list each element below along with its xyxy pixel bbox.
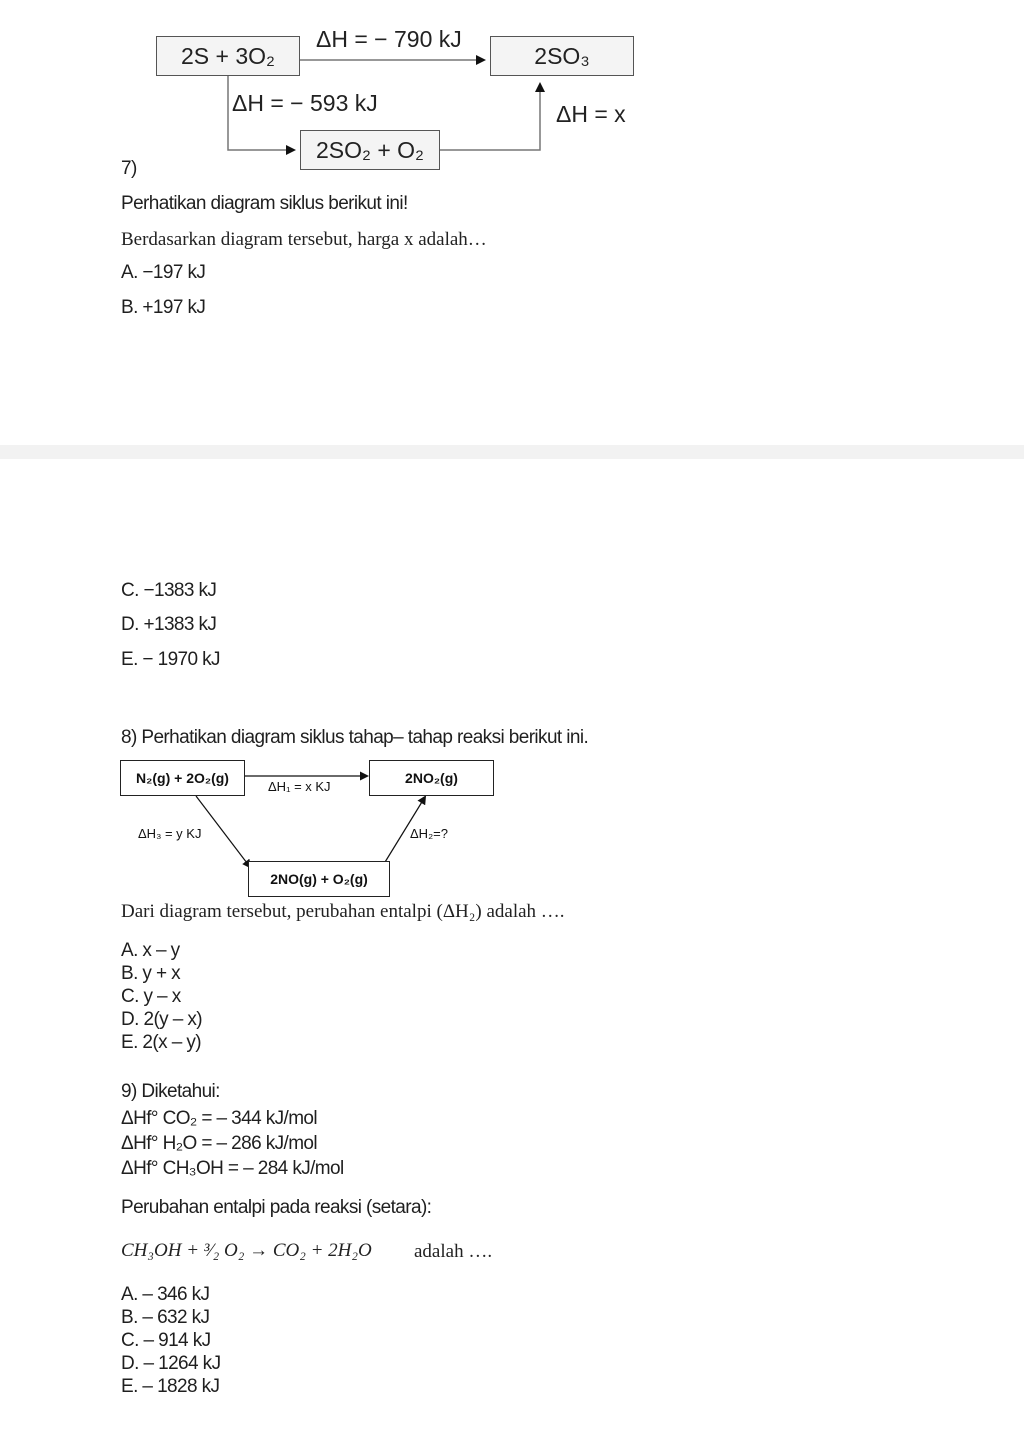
q8-box-reactants — [120, 760, 245, 796]
q8-option-d: D. 2(y – x) — [121, 1009, 203, 1030]
q7-dh-left: ΔH = − 593 kJ — [232, 90, 378, 116]
q9-option-d: D. – 1264 kJ — [121, 1353, 221, 1374]
q8-box-product — [369, 760, 494, 796]
q7-box-reactants-text: 2S + 3O₂ — [181, 42, 275, 69]
q8-option-b: B. y + x — [121, 963, 181, 984]
q8-title: 8) Perhatikan diagram siklus tahap– tahap reaksi berikut ini. — [121, 727, 589, 748]
q8-option-a: A. x – y — [121, 940, 180, 961]
q7-box-product-text: 2SO₃ — [534, 42, 590, 69]
q8-box-intermediate-text: 2NO(g) + O₂(g) — [270, 871, 368, 887]
q9-option-a: A. – 346 kJ — [121, 1284, 210, 1305]
q9-title: 9) Diketahui: — [121, 1081, 220, 1102]
q8-dh1-label: ΔH₁ = x KJ — [268, 779, 331, 794]
q9-data-co2: ΔHf° CO₂ = – 344 kJ/mol — [121, 1108, 318, 1129]
q9-equation: CH₃OH + ³⁄₂ O₂ → CO₂ + 2H₂O — [121, 1240, 372, 1261]
q7-option-d: D. +1383 kJ — [121, 614, 217, 635]
q7-dh-top: ΔH = − 790 kJ — [316, 26, 462, 52]
q8-option-c: C. y – x — [121, 986, 181, 1007]
q7-number: 7) — [121, 158, 137, 179]
q7-question: Berdasarkan diagram tersebut, harga x adalah… — [121, 229, 487, 250]
q9-option-e: E. – 1828 kJ — [121, 1376, 220, 1397]
q7-option-a: A. −197 kJ — [121, 262, 206, 283]
q9-option-b: B. – 632 kJ — [121, 1307, 210, 1328]
q8-question: Dari diagram tersebut, perubahan entalpi (ΔH₂) adalah …. — [121, 901, 565, 922]
q7-option-b: B. +197 kJ — [121, 297, 206, 318]
q7-option-e: E. − 1970 kJ — [121, 649, 220, 670]
q8-option-e: E. 2(x – y) — [121, 1032, 201, 1053]
q9-data-ch3oh: ΔHf° CH₃OH = – 284 kJ/mol — [121, 1158, 344, 1179]
q7-instruction: Perhatikan diagram siklus berikut ini! — [121, 193, 408, 214]
q9-prompt: Perubahan entalpi pada reaksi (setara): — [121, 1197, 432, 1218]
q9-option-c: C. – 914 kJ — [121, 1330, 211, 1351]
q9-data-h2o: ΔHf° H₂O = – 286 kJ/mol — [121, 1133, 318, 1154]
q8-box-reactants-text: N₂(g) + 2O₂(g) — [136, 770, 229, 786]
q7-dh-right: ΔH = x — [556, 101, 626, 127]
q8-box-intermediate — [248, 861, 390, 897]
q7-box-reactants — [156, 36, 300, 76]
q7-option-c: C. −1383 kJ — [121, 580, 217, 601]
q8-box-product-text: 2NO₂(g) — [405, 770, 458, 786]
q7-box-intermediate — [300, 130, 440, 170]
q8-dh3-label: ΔH₃ = y KJ — [138, 826, 202, 841]
q9-equation-suffix: adalah …. — [414, 1241, 493, 1262]
q7-box-product — [490, 36, 634, 76]
q7-diagram-lines — [0, 0, 1024, 200]
page-divider — [0, 445, 1024, 459]
q7-box-intermediate-text: 2SO₂ + O₂ — [316, 136, 424, 163]
q8-dh2-label: ΔH₂=? — [410, 826, 448, 841]
